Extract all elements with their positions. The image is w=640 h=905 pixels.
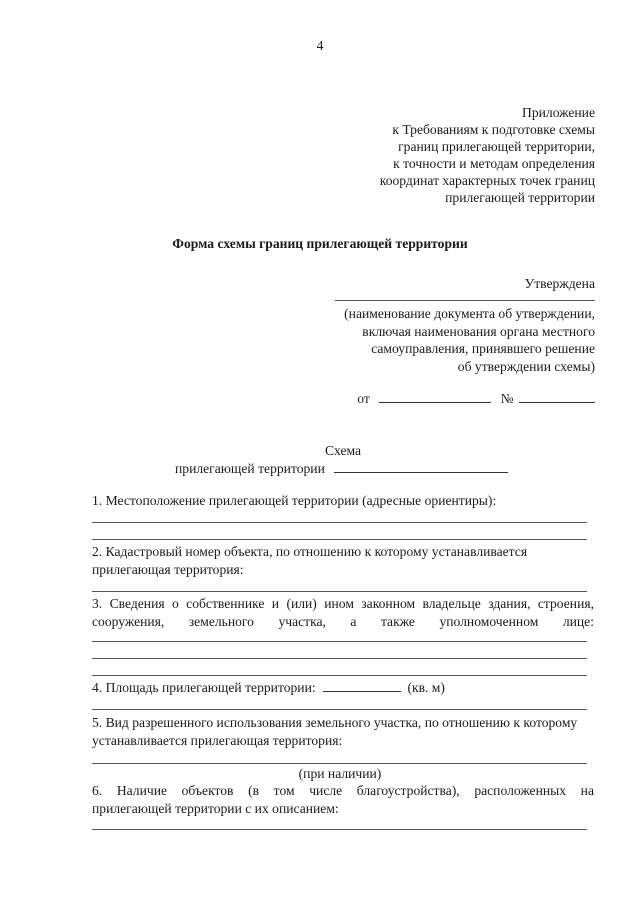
appendix-line: к точности и методам определения — [393, 156, 595, 171]
item-6-text — [92, 782, 594, 817]
item-2-line: прилегающая территория: — [92, 561, 244, 577]
approval-note-line: включая наименования органа местного — [362, 323, 595, 339]
appendix-line: Приложение — [522, 105, 595, 120]
item-4-text — [92, 679, 594, 697]
appendix-line: границ прилегающей территории, — [398, 139, 595, 154]
item-5-blank[interactable] — [92, 763, 587, 764]
item-3-text — [92, 595, 594, 630]
schema-subtitle: прилегающей территории — [175, 461, 325, 476]
item-5-text — [92, 714, 594, 749]
approval-note-line: (наименование документа об утверждении, — [344, 306, 595, 321]
appendix-line: прилегающей территории — [445, 190, 595, 205]
item-3-blank[interactable] — [92, 658, 587, 659]
approval-date-row — [357, 390, 595, 407]
approval-note — [344, 305, 595, 375]
from-label: от — [357, 391, 370, 406]
item-5-line: устанавливается прилегающая территория: — [92, 732, 343, 748]
item-4-unit: (кв. м) — [407, 680, 445, 695]
form-title: Форма схемы границ прилегающей территории — [172, 236, 468, 251]
item-6-line: прилегающей территории с их описанием: — [92, 800, 339, 816]
approved-label: Утверждена — [524, 276, 595, 291]
approval-note-line: об утверждении схемы) — [457, 358, 595, 374]
item-5-line: 5. Вид разрешенного использования земельного участка, по отношению к которому — [92, 715, 578, 730]
area-blank[interactable] — [323, 679, 401, 692]
item-2-text — [92, 543, 594, 578]
item-6-blank[interactable] — [92, 829, 587, 830]
approval-note-line: самоуправления, принявшего решение — [371, 341, 595, 356]
page-number: 4 — [316, 38, 324, 53]
item-4-blank[interactable] — [92, 709, 587, 710]
item-5-note: (при наличии) — [298, 766, 382, 781]
item-1-blank[interactable] — [92, 539, 587, 540]
item-2-line: 2. Кадастровый номер объекта, по отношению к которому устанавливается — [92, 544, 528, 559]
item-3-blank[interactable] — [92, 641, 587, 642]
item-4-label: 4. Площадь прилегающей территории: — [92, 680, 316, 695]
appendix-header — [380, 104, 595, 206]
item-3-blank[interactable] — [92, 675, 587, 676]
item-1-blank[interactable] — [92, 522, 587, 523]
item-3-line: сооружения, земельного участка, а также уполномоченном лице: — [92, 613, 594, 629]
schema-subtitle-row — [175, 460, 508, 477]
item-1-text: 1. Местоположение прилегающей территории (адресные ориентиры): — [92, 493, 497, 508]
appendix-line: к Требованиям к подготовке схемы — [392, 122, 595, 137]
item-6-line: 6. Наличие объектов (в том числе благоустройства), расположенных на — [92, 783, 594, 798]
item-3-line: 3. Сведения о собственнике и (или) ином законном владельце здания, строения, — [92, 596, 594, 611]
schema-title: Схема — [324, 443, 362, 458]
number-label: № — [500, 391, 514, 406]
number-blank[interactable] — [519, 390, 595, 403]
date-blank[interactable] — [379, 390, 491, 403]
item-2-blank[interactable] — [92, 591, 587, 592]
territory-name-blank[interactable] — [334, 460, 508, 473]
appendix-line: координат характерных точек границ — [379, 173, 595, 188]
approval-document-blank[interactable] — [335, 300, 595, 301]
